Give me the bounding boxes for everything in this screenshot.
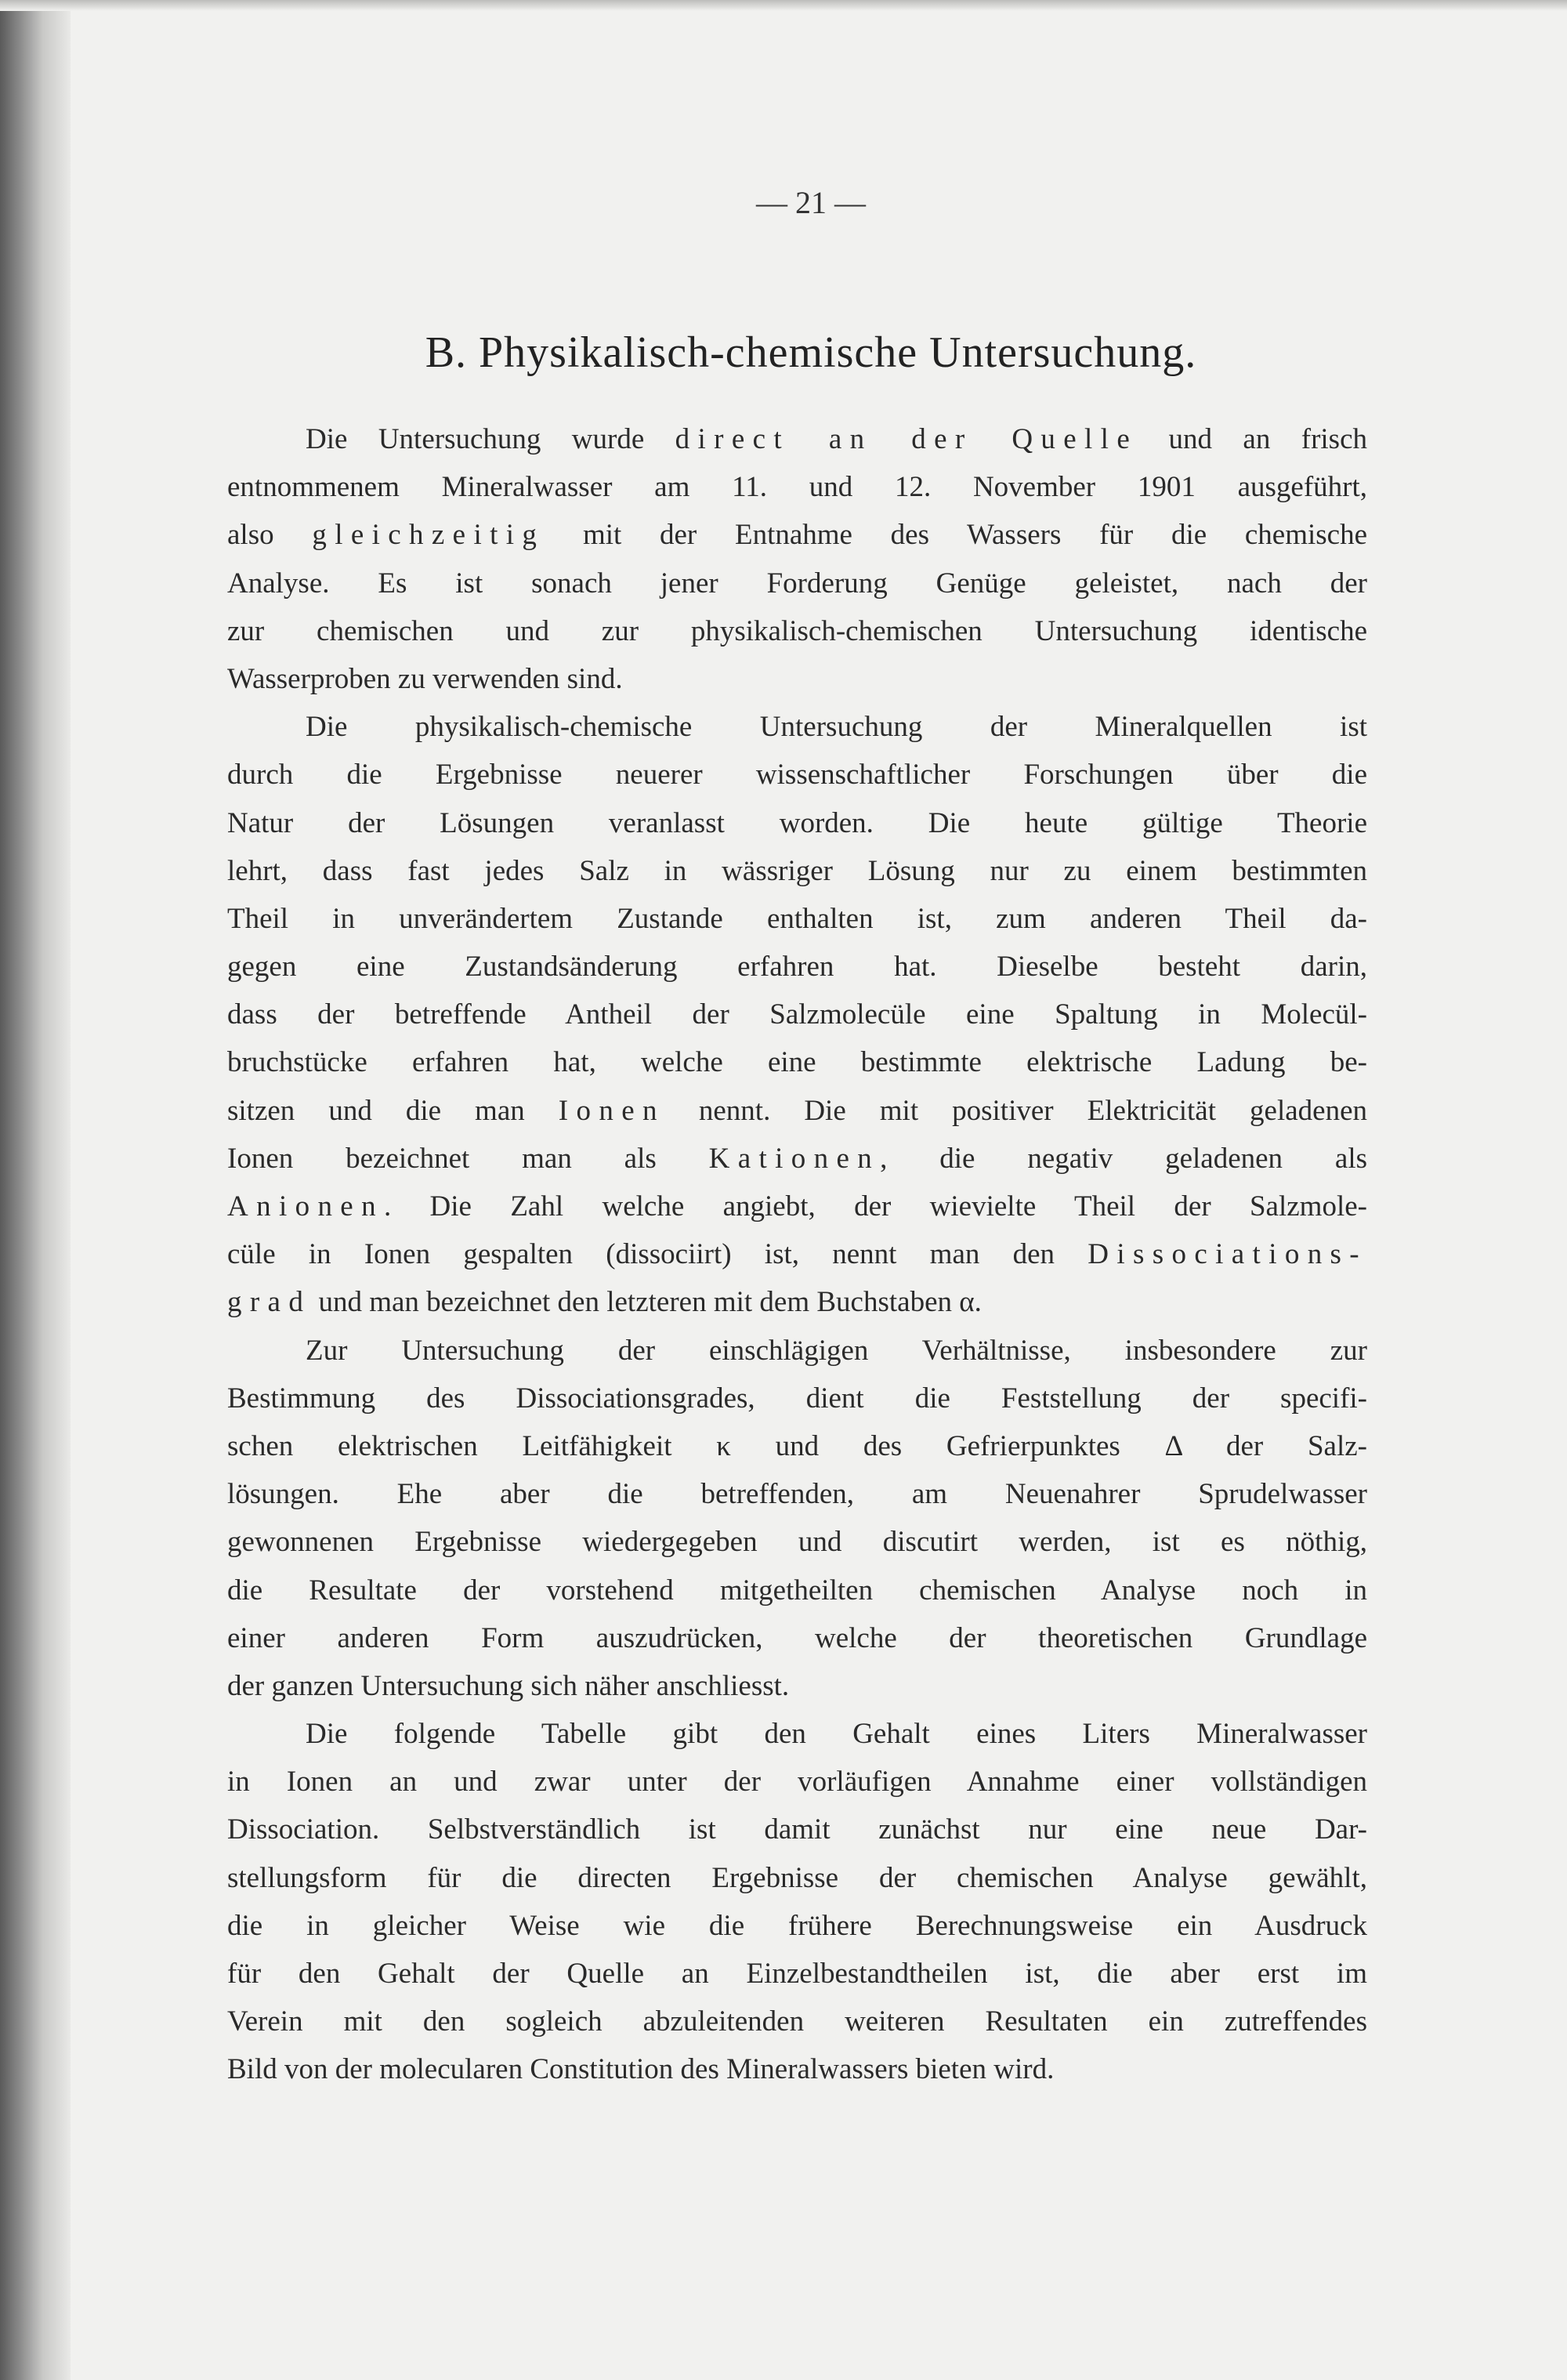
text-line xyxy=(227,1614,1367,1662)
text-line xyxy=(227,1422,1367,1470)
text-line xyxy=(227,1518,1367,1566)
text-line xyxy=(227,2045,1367,2093)
page-top-edge xyxy=(0,0,1567,11)
spaced-emphasis: grad xyxy=(227,1286,312,1319)
text-segment: Die physikalisch-chemische Untersuchung der Mineralquellen ist xyxy=(306,711,1367,744)
text-segment: schen elektrischen Leitfähigkeit κ und des Gefrierpunktes Δ der Salz- xyxy=(227,1429,1367,1462)
text-segment: . Die Zahl welche angiebt, der wievielte Theil der Salzmole- xyxy=(383,1190,1367,1223)
text-line xyxy=(227,415,1367,463)
text-segment: Die Untersuchung wurde xyxy=(306,423,675,455)
section-heading: B. Physikalisch-chemische Untersuchung. xyxy=(425,328,1197,377)
text-segment: einer anderen Form auszudrücken, welche der theoretischen Grundlage xyxy=(227,1621,1367,1654)
text-segment: lehrt, dass fast jedes Salz in wässriger Lösung nur zu einem bestimmten xyxy=(227,854,1367,887)
text-segment: gegen eine Zustandsänderung erfahren hat. Dieselbe besteht darin, xyxy=(227,951,1367,984)
text-line xyxy=(227,1278,1367,1326)
text-segment: für den Gehalt der Quelle an Einzelbestandtheilen ist, die aber erst im xyxy=(227,1958,1367,1990)
text-line xyxy=(227,1710,1367,1758)
text-segment: Zur Untersuchung der einschlägigen Verhältnisse, insbesondere zur xyxy=(306,1334,1367,1367)
text-segment: die in gleicher Weise wie die frühere Berechnungsweise ein Ausdruck xyxy=(227,1909,1367,1942)
spaced-emphasis: Dissociations- xyxy=(1087,1238,1367,1271)
text-segment: lösungen. Ehe aber die betreffenden, am Neuenahrer Sprudelwasser xyxy=(227,1478,1367,1511)
text-segment: gewonnenen Ergebnisse wiedergegeben und discutirt werden, ist es nöthig, xyxy=(227,1526,1367,1559)
text-line xyxy=(227,560,1367,607)
text-segment: Natur der Lösungen veranlasst worden. Die heute gültige Theorie xyxy=(227,806,1367,839)
text-line xyxy=(227,1662,1367,1710)
text-line xyxy=(227,847,1367,895)
text-line xyxy=(227,991,1367,1038)
body-text xyxy=(227,415,1367,2094)
text-line xyxy=(227,1375,1367,1422)
text-line xyxy=(227,895,1367,943)
text-line xyxy=(227,1470,1367,1518)
text-line xyxy=(227,703,1367,751)
spaced-emphasis: gleichzeitig xyxy=(312,519,545,552)
text-line xyxy=(227,1135,1367,1183)
text-line xyxy=(227,1902,1367,1950)
text-segment: Dissociation. Selbstverständlich ist damit zunächst nur eine neue Dar- xyxy=(227,1813,1367,1846)
page-number: — 21 — xyxy=(756,185,866,220)
text-segment: und man bezeichnet den letzteren mit dem Buchstaben α. xyxy=(311,1286,982,1319)
text-line xyxy=(227,1854,1367,1902)
text-line xyxy=(227,1998,1367,2045)
text-segment: sitzen und die man xyxy=(227,1094,559,1127)
text-segment: stellungsform für die directen Ergebnisse der chemischen Analyse gewählt, xyxy=(227,1861,1367,1894)
text-segment: entnommenem Mineralwasser am 11. und 12. November 1901 ausgeführt, xyxy=(227,471,1367,504)
text-segment: Theil in unverändertem Zustande enthalten ist, zum anderen Theil da- xyxy=(227,902,1367,935)
text-line xyxy=(227,1806,1367,1853)
text-line xyxy=(227,607,1367,655)
text-line xyxy=(227,1950,1367,1998)
text-segment: , die negativ geladenen als xyxy=(880,1142,1367,1175)
text-segment: zur chemischen und zur physikalisch-chemischen Untersuchung identische xyxy=(227,614,1367,647)
text-segment: Analyse. Es ist sonach jener Forderung Genüge geleistet, nach der xyxy=(227,567,1367,600)
text-segment: dass der betreffende Antheil der Salzmolecüle eine Spaltung in Molecül- xyxy=(227,998,1367,1031)
text-line xyxy=(227,463,1367,511)
text-segment: also xyxy=(227,519,313,552)
text-line xyxy=(227,751,1367,799)
text-segment: Die folgende Tabelle gibt den Gehalt eines Liters Mineralwasser xyxy=(306,1718,1367,1751)
text-line xyxy=(227,799,1367,847)
text-segment: cüle in Ionen gespalten (dissociirt) ist, nennt man den xyxy=(227,1238,1088,1271)
spaced-emphasis: direct an der Quelle xyxy=(675,423,1138,455)
text-segment: nennt. Die mit positiver Elektricität geladenen xyxy=(664,1094,1367,1127)
text-line xyxy=(227,1567,1367,1614)
text-line xyxy=(227,1758,1367,1806)
text-segment: durch die Ergebnisse neuerer wissenschaftlicher Forschungen über die xyxy=(227,759,1367,792)
text-segment: in Ionen an und zwar unter der vorläufigen Annahme einer vollständigen xyxy=(227,1766,1367,1799)
text-segment: die Resultate der vorstehend mitgetheilten chemischen Analyse noch in xyxy=(227,1574,1367,1607)
text-line xyxy=(227,1038,1367,1086)
text-segment: bruchstücke erfahren hat, welche eine bestimmte elektrische Ladung be- xyxy=(227,1046,1367,1079)
text-line xyxy=(227,1087,1367,1135)
text-line xyxy=(227,655,1367,703)
text-segment: Wasserproben zu verwenden sind. xyxy=(227,662,623,695)
text-line xyxy=(227,1327,1367,1375)
spaced-emphasis: Anionen xyxy=(227,1190,384,1223)
text-line xyxy=(227,1183,1367,1230)
text-segment: und an frisch xyxy=(1138,423,1367,455)
text-segment: Bild von der molecularen Constitution des Mineralwassers bieten wird. xyxy=(227,2053,1055,2086)
text-line xyxy=(227,1230,1367,1278)
text-segment: Bestimmung des Dissociationsgrades, dient die Feststellung der specifi- xyxy=(227,1382,1367,1415)
text-line xyxy=(227,511,1367,559)
text-segment: Verein mit den sogleich abzuleitenden weiteren Resultaten ein zutreffendes xyxy=(227,2005,1367,2038)
spaced-emphasis: Ionen xyxy=(558,1094,665,1127)
text-segment: mit der Entnahme des Wassers für die chemische xyxy=(545,519,1368,552)
text-segment: Ionen bezeichnet man als xyxy=(227,1142,709,1175)
text-segment: der ganzen Untersuchung sich näher anschliesst. xyxy=(227,1669,790,1702)
text-line xyxy=(227,943,1367,991)
spaced-emphasis: Kationen xyxy=(708,1142,881,1175)
